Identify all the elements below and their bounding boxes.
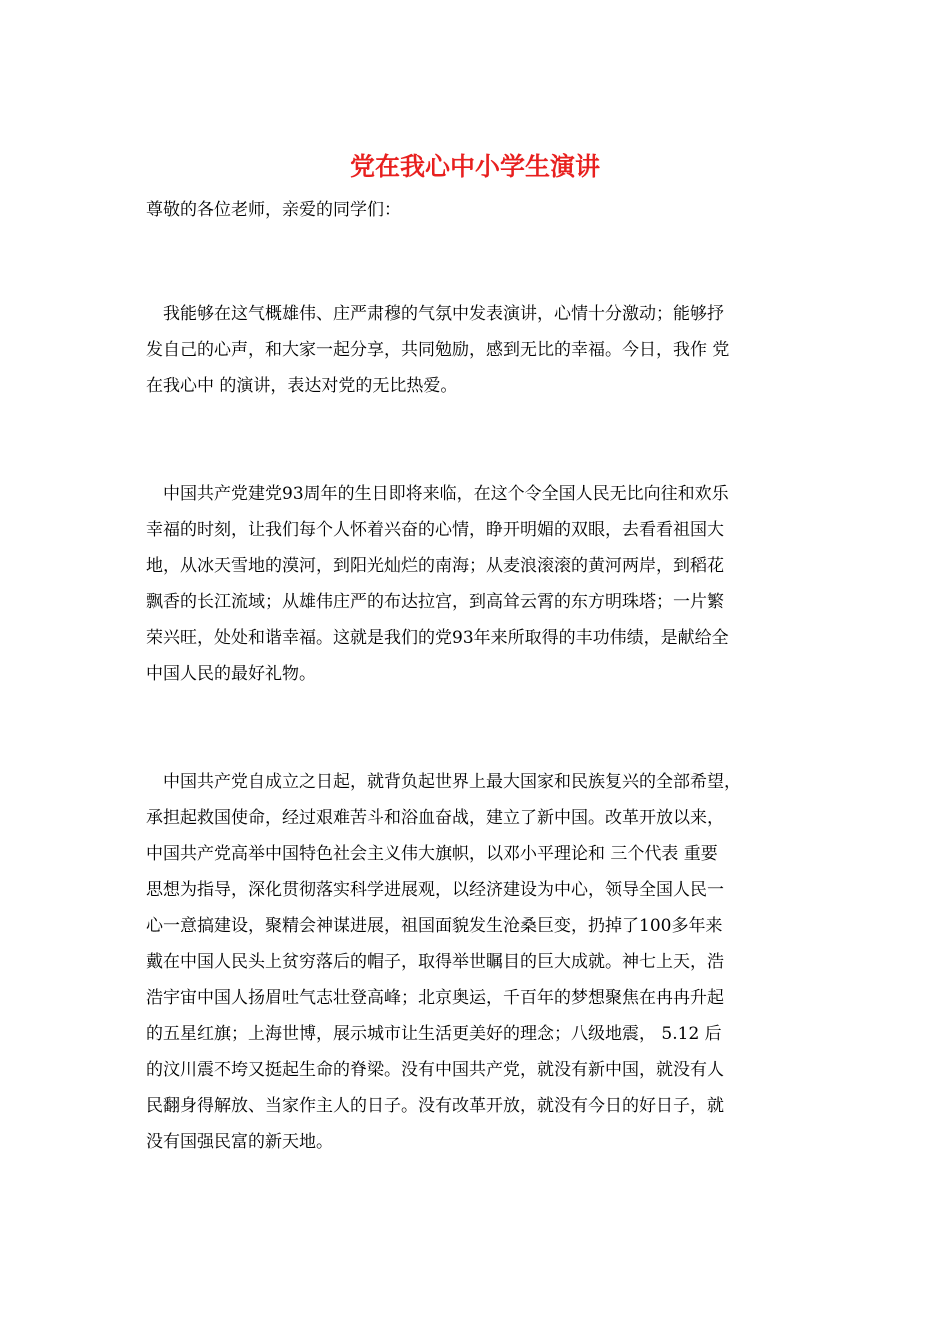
paragraph-1 [146,296,816,404]
text-line: 民翻身得解放、当家作主人的日子。没有改革开放，就没有今日的好日子，就 [146,1096,724,1116]
text-line: 幸福的时刻，让我们每个人怀着兴奋的心情，睁开明媚的双眼，去看看祖国大 [146,520,724,540]
text-line: 中国人民的最好礼物。 [146,664,316,684]
paragraph-3 [146,764,816,1160]
paragraph-2 [146,476,816,692]
text-line: 的五星红旗；上海世博，展示城市让生活更美好的理念；八级地震， 5.12 后 [146,1024,722,1044]
text-line: 发自己的心声，和大家一起分享，共同勉励，感到无比的幸福。今日，我作 党 [146,340,730,360]
text-line: 的汶川震不垮又挺起生命的脊梁。没有中国共产党，就没有新中国，就没有人 [146,1060,724,1080]
text-line: 中国共产党高举中国特色社会主义伟大旗帜，以邓小平理论和 三个代表 重要 [146,844,718,864]
text-line: 荣兴旺，处处和谐幸福。这就是我们的党93年来所取得的丰功伟绩，是献给全 [146,628,729,648]
text-line: 地，从冰天雪地的漠河，到阳光灿烂的南海；从麦浪滚滚的黄河两岸，到稻花 [146,556,724,576]
text-line: 戴在中国人民头上贫穷落后的帽子，取得举世瞩目的巨大成就。神七上天，浩 [146,952,724,972]
text-line: 中国共产党建党93周年的生日即将来临，在这个令全国人民无比向往和欢乐 [146,484,729,504]
text-line: 承担起救国使命，经过艰难苦斗和浴血奋战，建立了新中国。改革开放以来， [146,808,724,828]
text-line: 浩宇宙中国人扬眉吐气志壮登高峰；北京奥运，千百年的梦想聚焦在冉冉升起 [146,988,724,1008]
text-line: 中国共产党自成立之日起，就背负起世界上最大国家和民族复兴的全部希望， [146,772,741,792]
text-line: 我能够在这气概雄伟、庄严肃穆的气氛中发表演讲，心情十分激动；能够抒 [146,304,724,324]
salutation: 尊敬的各位老师，亲爱的同学们： [146,200,401,220]
page-title: 党在我心中小学生演讲 [349,152,600,181]
text-line: 思想为指导，深化贯彻落实科学进展观，以经济建设为中心，领导全国人民一 [146,880,724,900]
text-line: 心一意搞建设，聚精会神谋进展，祖国面貌发生沧桑巨变，扔掉了100多年来 [146,916,723,936]
text-line: 飘香的长江流域；从雄伟庄严的布达拉宫，到高耸云霄的东方明珠塔；一片繁 [146,592,724,612]
text-line: 没有国强民富的新天地。 [146,1132,333,1152]
text-line: 在我心中 的演讲，表达对党的无比热爱。 [146,376,458,396]
